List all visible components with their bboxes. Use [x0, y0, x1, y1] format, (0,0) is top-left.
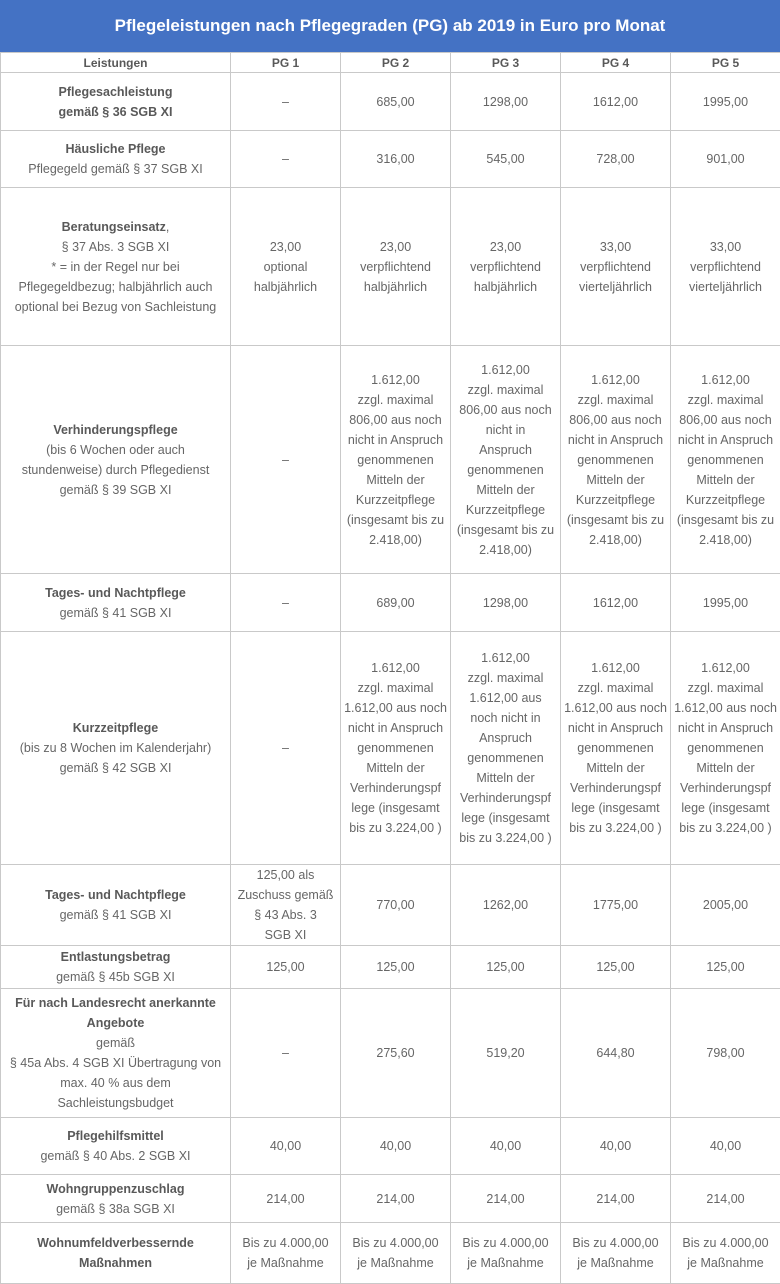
row-label-title: Pflegehilfsmittel [67, 1129, 164, 1143]
value-cell-pg1: – [231, 131, 341, 188]
header-row [1, 53, 780, 73]
header-leistungen: Leistungen [1, 53, 231, 73]
row-label [1, 946, 231, 989]
value-cell-pg1: – [231, 989, 341, 1118]
value-cell-pg1: 125,00 als Zuschuss gemäß § 43 Abs. 3 SGB XI [231, 865, 341, 946]
value-cell-pg2: 1.612,00 zzgl. maximal 1.612,00 aus noch nicht in Anspruch genommenen Mitteln der Verhinderungspf lege (insgesamt bis zu 3.224,00 ) [341, 632, 451, 865]
value-cell-pg2: 1.612,00 zzgl. maximal 806,00 aus noch nicht in Anspruch genommenen Mitteln der Kurzzeitpflege (insgesamt bis zu 2.418,00) [341, 346, 451, 574]
value-cell-pg5: 798,00 [671, 989, 780, 1118]
value-cell-pg1: – [231, 632, 341, 865]
value-cell-pg1: – [231, 73, 341, 131]
value-cell-pg3: 1298,00 [451, 73, 561, 131]
value-cell-pg5: 1.612,00 zzgl. maximal 1.612,00 aus noch nicht in Anspruch genommenen Mitteln der Verhinderungspf lege (insgesamt bis zu 3.224,00 ) [671, 632, 780, 865]
row-label [1, 73, 231, 131]
value-cell-pg4: 1775,00 [561, 865, 671, 946]
value-cell-pg5: 1995,00 [671, 73, 780, 131]
value-cell-pg3: 125,00 [451, 946, 561, 989]
value-cell-pg2: 689,00 [341, 574, 451, 632]
value-cell-pg4: 125,00 [561, 946, 671, 989]
value-cell-pg5: 125,00 [671, 946, 780, 989]
value-cell-pg3: Bis zu 4.000,00 je Maßnahme [451, 1223, 561, 1284]
value-cell-pg3: 23,00 verpflichtend halbjährlich [451, 188, 561, 346]
row-label-subtitle: (bis zu 8 Wochen im Kalenderjahr) gemäß § 42 SGB XI [20, 741, 212, 775]
row-label-subtitle: gemäß § 41 SGB XI [60, 606, 172, 620]
table-row [1, 346, 780, 574]
value-cell-pg5: 33,00 verpflichtend vierteljährlich [671, 188, 780, 346]
row-label-title: Kurzzeitpflege [73, 721, 158, 735]
row-label-subtitle: Pflegegeld gemäß § 37 SGB XI [28, 162, 202, 176]
value-cell-pg3: 1.612,00 zzgl. maximal 806,00 aus noch nicht in Anspruch genommenen Mitteln der Kurzzeitpflege (insgesamt bis zu 2.418,00) [451, 346, 561, 574]
value-cell-pg2: 214,00 [341, 1175, 451, 1223]
table-row [1, 946, 780, 989]
value-cell-pg3: 1298,00 [451, 574, 561, 632]
row-label-subtitle: gemäß § 41 SGB XI [60, 908, 172, 922]
row-label-title: Wohngruppenzuschlag [47, 1182, 185, 1196]
value-cell-pg5: 2005,00 [671, 865, 780, 946]
value-cell-pg5: 40,00 [671, 1118, 780, 1175]
value-cell-pg1: – [231, 346, 341, 574]
value-cell-pg4: 214,00 [561, 1175, 671, 1223]
row-label-subtitle: gemäß § 40 Abs. 2 SGB XI [40, 1149, 190, 1163]
header-pg5: PG 5 [671, 53, 780, 73]
header-pg4: PG 4 [561, 53, 671, 73]
value-cell-pg5: 1.612,00 zzgl. maximal 806,00 aus noch nicht in Anspruch genommenen Mitteln der Kurzzeitpflege (insgesamt bis zu 2.418,00) [671, 346, 780, 574]
value-cell-pg2: 23,00 verpflichtend halbjährlich [341, 188, 451, 346]
row-label [1, 989, 231, 1118]
table-row [1, 73, 780, 131]
value-cell-pg2: 125,00 [341, 946, 451, 989]
row-label-title: Tages- und Nachtpflege [45, 586, 186, 600]
table-title: Pflegeleistungen nach Pflegegraden (PG) ab 2019 in Euro pro Monat [0, 0, 780, 52]
row-label-subtitle: , § 37 Abs. 3 SGB XI * = in der Regel nur bei Pflegegeldbezug; halbjährlich auch optional bei Bezug von Sachleistung [15, 220, 217, 314]
value-cell-pg4: 1612,00 [561, 574, 671, 632]
row-label-title: Verhinderungspflege [53, 423, 177, 437]
table-row [1, 1118, 780, 1175]
value-cell-pg1: 23,00 optional halbjährlich [231, 188, 341, 346]
value-cell-pg1: Bis zu 4.000,00 je Maßnahme [231, 1223, 341, 1284]
table-row [1, 1175, 780, 1223]
header-pg3: PG 3 [451, 53, 561, 73]
table-row [1, 989, 780, 1118]
row-label-subtitle: gemäß § 45a Abs. 4 SGB XI Übertragung von max. 40 % aus dem Sachleistungsbudget [10, 1036, 221, 1110]
row-label-title: Wohnumfeldverbessernde Maßnahmen [37, 1236, 194, 1270]
row-label [1, 1175, 231, 1223]
row-label-subtitle: gemäß § 45b SGB XI [56, 970, 175, 984]
table-row [1, 131, 780, 188]
header-pg1: PG 1 [231, 53, 341, 73]
value-cell-pg5: 214,00 [671, 1175, 780, 1223]
row-label-title: Beratungseinsatz [62, 220, 166, 234]
benefits-table [0, 52, 780, 1284]
row-label [1, 346, 231, 574]
value-cell-pg3: 545,00 [451, 131, 561, 188]
value-cell-pg5: 1995,00 [671, 574, 780, 632]
value-cell-pg5: Bis zu 4.000,00 je Maßnahme [671, 1223, 780, 1284]
value-cell-pg4: 1.612,00 zzgl. maximal 1.612,00 aus noch nicht in Anspruch genommenen Mitteln der Verhinderungspf lege (insgesamt bis zu 3.224,00 ) [561, 632, 671, 865]
table-row [1, 1223, 780, 1284]
row-label [1, 574, 231, 632]
value-cell-pg3: 214,00 [451, 1175, 561, 1223]
value-cell-pg1: 125,00 [231, 946, 341, 989]
row-label-title: Tages- und Nachtpflege [45, 888, 186, 902]
row-label [1, 1223, 231, 1284]
value-cell-pg3: 1262,00 [451, 865, 561, 946]
row-label [1, 188, 231, 346]
value-cell-pg4: 728,00 [561, 131, 671, 188]
value-cell-pg4: Bis zu 4.000,00 je Maßnahme [561, 1223, 671, 1284]
row-label [1, 1118, 231, 1175]
value-cell-pg5: 901,00 [671, 131, 780, 188]
table-row [1, 574, 780, 632]
row-label [1, 131, 231, 188]
value-cell-pg2: 685,00 [341, 73, 451, 131]
value-cell-pg2: 40,00 [341, 1118, 451, 1175]
value-cell-pg3: 519,20 [451, 989, 561, 1118]
value-cell-pg4: 1612,00 [561, 73, 671, 131]
row-label-title: Pflegesachleistung gemäß § 36 SGB XI [59, 85, 173, 119]
value-cell-pg4: 644,80 [561, 989, 671, 1118]
value-cell-pg1: – [231, 574, 341, 632]
row-label-title: Für nach Landesrecht anerkannte Angebote [15, 996, 216, 1030]
table-row [1, 632, 780, 865]
row-label-title: Häusliche Pflege [65, 142, 165, 156]
value-cell-pg2: Bis zu 4.000,00 je Maßnahme [341, 1223, 451, 1284]
value-cell-pg1: 40,00 [231, 1118, 341, 1175]
value-cell-pg4: 40,00 [561, 1118, 671, 1175]
value-cell-pg3: 1.612,00 zzgl. maximal 1.612,00 aus noch nicht in Anspruch genommenen Mitteln der Verhinderungspf lege (insgesamt bis zu 3.224,00 ) [451, 632, 561, 865]
value-cell-pg2: 316,00 [341, 131, 451, 188]
row-label [1, 632, 231, 865]
value-cell-pg3: 40,00 [451, 1118, 561, 1175]
row-label-subtitle: (bis 6 Wochen oder auch stundenweise) durch Pflegedienst gemäß § 39 SGB XI [22, 443, 210, 497]
value-cell-pg4: 33,00 verpflichtend vierteljährlich [561, 188, 671, 346]
value-cell-pg4: 1.612,00 zzgl. maximal 806,00 aus noch nicht in Anspruch genommenen Mitteln der Kurzzeitpflege (insgesamt bis zu 2.418,00) [561, 346, 671, 574]
header-pg2: PG 2 [341, 53, 451, 73]
value-cell-pg2: 770,00 [341, 865, 451, 946]
row-label-subtitle: gemäß § 38a SGB XI [56, 1202, 175, 1216]
table-row [1, 188, 780, 346]
row-label [1, 865, 231, 946]
row-label-title: Entlastungsbetrag [61, 950, 171, 964]
value-cell-pg1: 214,00 [231, 1175, 341, 1223]
table-row [1, 865, 780, 946]
value-cell-pg2: 275,60 [341, 989, 451, 1118]
